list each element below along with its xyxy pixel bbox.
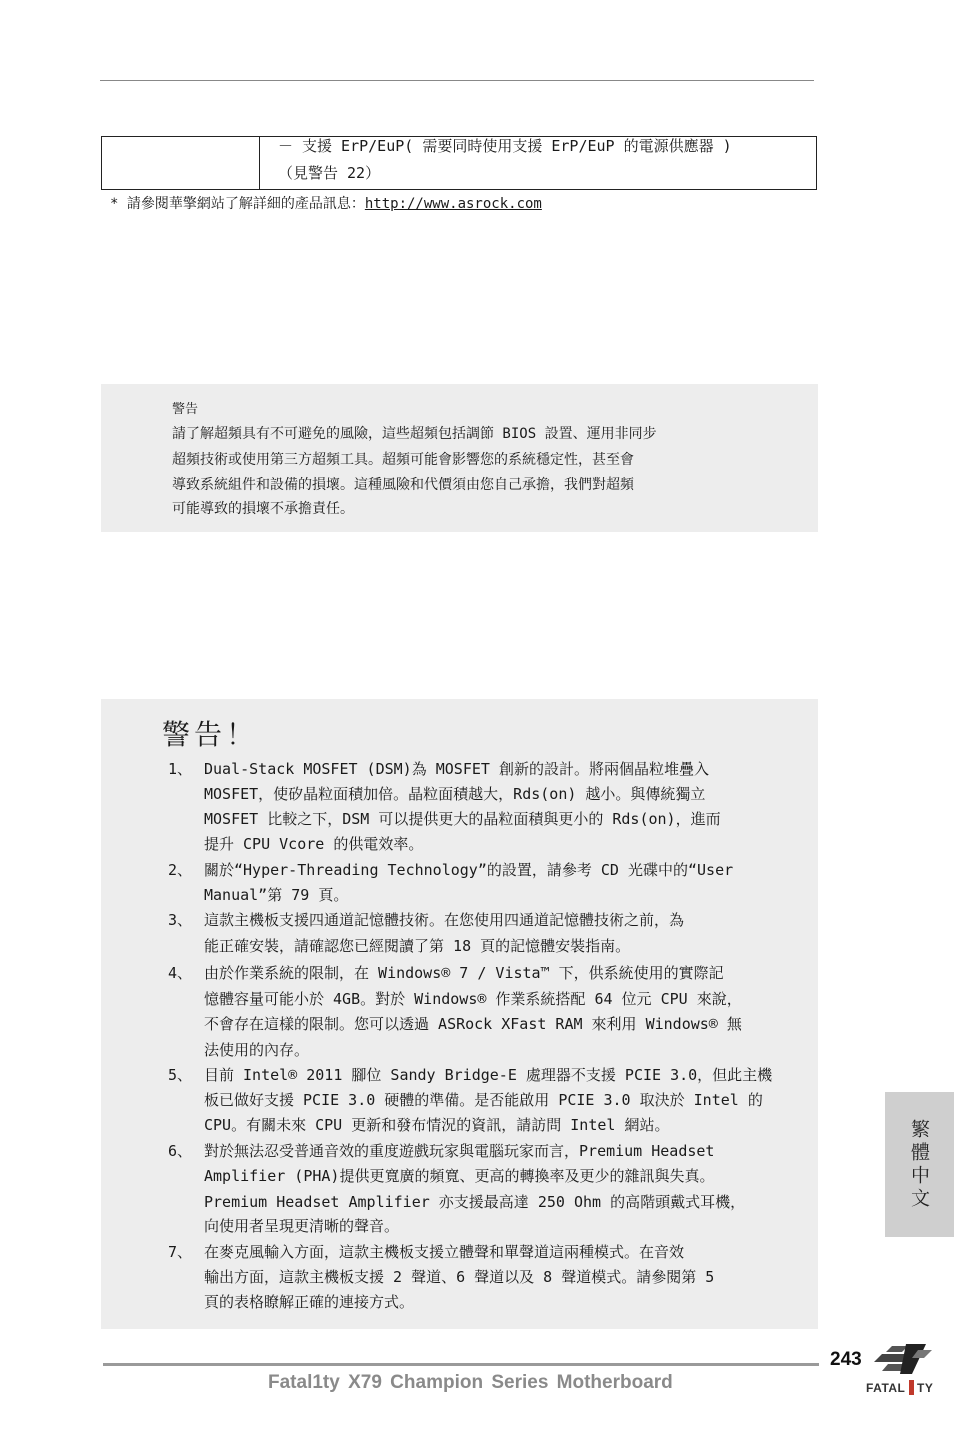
warning-item-line: 不會存在這樣的限制。您可以透過 ASRock XFast RAM 來利用 Windows® 無 — [204, 1015, 742, 1033]
warning-item-number: 7、 — [168, 1243, 193, 1261]
website-note — [110, 193, 542, 213]
warning-item-line: 輸出方面，這款主機板支援 2 聲道、6 聲道以及 8 聲道模式。請參閱第 5 — [204, 1268, 715, 1286]
warning-item-line: Manual”第 79 頁。 — [204, 886, 349, 904]
page-number: 243 — [830, 1349, 862, 1370]
language-side-tab-label: 繁體中文 — [908, 1118, 930, 1211]
footer-rule — [103, 1363, 819, 1366]
warning-item-line: 關於“Hyper-Threading Technology”的設置，請參考 CD 光碟中的“User — [204, 861, 734, 879]
main-warning-title: 警告！ — [162, 718, 259, 751]
fatal1ty-wordmark — [866, 1380, 933, 1395]
note-text: * 請參閱華擎網站了解詳細的產品訊息： — [110, 196, 365, 212]
warning-item-line: 目前 Intel® 2011 腳位 Sandy Bridge-E 處理器不支援 PCIE 3.0，但此主機 — [204, 1066, 773, 1084]
warning-item-number: 3、 — [168, 911, 193, 929]
warning-item-line: 這款主機板支援四通道記憶體技術。在您使用四通道記憶體技術之前，為 — [204, 911, 685, 929]
warning-item-line: 頁的表格瞭解正確的連接方式。 — [204, 1293, 415, 1311]
warning-item-number: 2、 — [168, 861, 193, 879]
warning-item-line: 對於無法忍受普通音效的重度遊戲玩家與電腦玩家而言，Premium Headset — [204, 1142, 715, 1160]
spec-table-divider — [259, 137, 260, 189]
footer-title: Fatal1ty X79 Champion Series Motherboard — [268, 1372, 673, 1393]
warning-item-line: MOSFET 比較之下，DSM 可以提供更大的晶粒面積與更小的 Rds(on)，進而 — [204, 810, 721, 828]
asrock-website-link[interactable]: http://www.asrock.com — [364, 196, 542, 212]
overclock-warning-title: 警告 — [172, 402, 199, 417]
warning-item-line: Dual-Stack MOSFET (DSM)為 MOSFET 創新的設計。將兩個晶粒堆疊入 — [204, 760, 709, 778]
warning-item-number: 6、 — [168, 1142, 193, 1160]
warning-item-line: 板已做好支援 PCIE 3.0 硬體的準備。是否能啟用 PCIE 3.0 取決於 Intel 的 — [204, 1091, 763, 1109]
overclock-warning-line: 可能導致的損壞不承擔責任。 — [172, 501, 354, 517]
svg-text:TY: TY — [917, 1381, 934, 1395]
warning-item-line: 能正確安裝，請確認您已經閱讀了第 18 頁的記憶體安裝指南。 — [204, 937, 631, 955]
fatal1ty-emblem-icon — [874, 1344, 932, 1374]
warning-item-number: 1、 — [168, 760, 193, 778]
fatal1ty-logo — [862, 1340, 948, 1402]
language-side-tab — [885, 1092, 954, 1237]
warning-item-line: 提升 CPU Vcore 的供電效率。 — [204, 835, 424, 853]
overclock-warning-line: 超頻技術或使用第三方超頻工具。超頻可能會影響您的系統穩定性，甚至會 — [172, 452, 634, 468]
warning-item-line: MOSFET，使矽晶粒面積加倍。晶粒面積越大，Rds(on) 越小。與傳統獨立 — [204, 785, 706, 803]
warning-item-line: 憶體容量可能小於 4GB。對於 Windows® 作業系統搭配 64 位元 CPU 來說， — [204, 990, 742, 1008]
warning-item-line: 法使用的內存。 — [204, 1041, 310, 1059]
fatal1ty-logo-graphic — [862, 1340, 948, 1402]
warning-item-line: 向使用者呈現更清晰的聲音。 — [204, 1217, 400, 1235]
warning-item-line: CPU。有關未來 CPU 更新和發布情況的資訊，請訪問 Intel 網站。 — [204, 1116, 670, 1134]
warning-item-number: 4、 — [168, 964, 193, 982]
warning-item-line: Premium Headset Amplifier 亦支援最高達 250 Ohm 的高階頭戴式耳機， — [204, 1193, 746, 1211]
spec-line-1: － 支援 ErP/EuP( 需要同時使用支援 ErP/EuP 的電源供應器 ) — [278, 137, 732, 155]
spec-line-2: （見警告 22） — [278, 164, 381, 182]
overclock-warning-line: 導致系統組件和設備的損壞。這種風險和代價須由您自己承擔，我們對超頻 — [172, 477, 634, 493]
warning-item-line: Amplifier (PHA)提供更寬廣的頻寬、更高的轉換率及更少的雜訊與失真。 — [204, 1167, 715, 1185]
overclock-warning-line: 請了解超頻具有不可避免的風險，這些超頻包括調節 BIOS 設置、運用非同步 — [172, 426, 657, 442]
spec-table — [101, 136, 817, 190]
warning-item-line: 由於作業系統的限制，在 Windows® 7 / Vista™ 下，供系統使用的實際記 — [204, 964, 724, 982]
svg-text:FATAL: FATAL — [866, 1381, 906, 1395]
warning-item-line: 在麥克風輸入方面，這款主機板支援立體聲和單聲道這兩種模式。在音效 — [204, 1243, 685, 1261]
warning-item-number: 5、 — [168, 1066, 193, 1084]
top-rule — [100, 80, 814, 81]
